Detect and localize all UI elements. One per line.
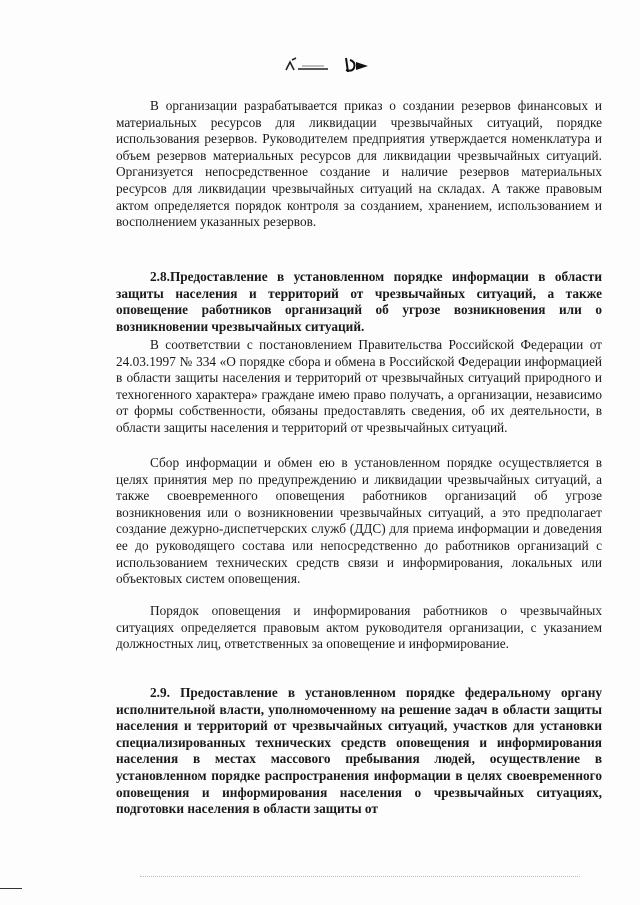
paragraph-information-collection: Сбор информации и обмен ею в установленном порядке осуществляется в целях принятия мер по предупреждению и ликвидации чрезвычайных ситуаций, а также своевременного оповещения работников организаций об угрозе возникновения или о возникновении чрезвычайных ситуаций, а это предполагает создание дежурно-диспетчерских служб (ДДС) для приема информации и доведения ее до руководящего состава или непосредственно до работников организаций с использованием технических средств связи и информирования, локальных или объектовых систем оповещения. — [116, 455, 602, 587]
margin-tick-mark — [0, 888, 22, 889]
section-2-8 — [116, 269, 602, 335]
section-heading-2-9: 2.9. Предоставление в установленном порядке федеральному органу исполнительной власти, уполномоченному на решение задач в области защиты населения и территорий от чрезвычайных ситуаций, участков для установки специализированных технических средств оповещения и информирования населения в местах массового пребывания людей, осуществление в установленном порядке распространения информации в целях своевременного оповещения и информирования населения о чрезвычайных ситуациях, подготовки населения в области защиты от — [116, 685, 602, 817]
body-text-block-2 — [116, 337, 602, 437]
body-text-block-3 — [116, 455, 602, 588]
body-text-block-4 — [116, 603, 602, 653]
section-2-9 — [116, 685, 602, 818]
scan-noise-line — [140, 876, 580, 887]
page-number-mark — [284, 54, 374, 76]
body-text-block-1 — [116, 98, 602, 231]
paragraph-reserves: В организации разрабатывается приказ о создании резервов финансовых и материальных ресурсов для ликвидации чрезвычайных ситуаций, порядке использования резервов. Руководителем предприятия утверждается номенклатура и объем резервов материальных ресурсов для ликвидации чрезвычайных ситуаций. Организуется непосредственное создание и наличие резервов материальных ресурсов для ликвидации чрезвычайных ситуаций на складах. А также правовым актом определяется порядок контроля за созданием, хранением, использованием и восполнением указанных резервов. — [116, 98, 602, 230]
paragraph-government-decree: В соответствии с постановлением Правительства Российской Федерации от 24.03.1997 № 334 «О порядке сбора и обмена в Российской Федерации информацией в области защиты населения и территорий от чрезвычайных ситуаций природного и техногенного характера» граждане имею право получать, а организации, независимо от формы собственности, обязаны предоставлять сведения, об их деятельности, в области защиты населения и территорий от чрезвычайных ситуаций. — [116, 337, 602, 435]
section-heading-2-8: 2.8.Предоставление в установленном порядке информации в области защиты населения и территорий от чрезвычайных ситуаций, а также оповещение работников организаций об угрозе возникновения или о возникновении чрезвычайных ситуаций. — [116, 269, 602, 334]
paragraph-notification-procedure: Порядок оповещения и информирования работников о чрезвычайных ситуациях определяется правовым актом руководителя организации, с указанием должностных лиц, ответственных за оповещение и информирование. — [116, 603, 602, 652]
